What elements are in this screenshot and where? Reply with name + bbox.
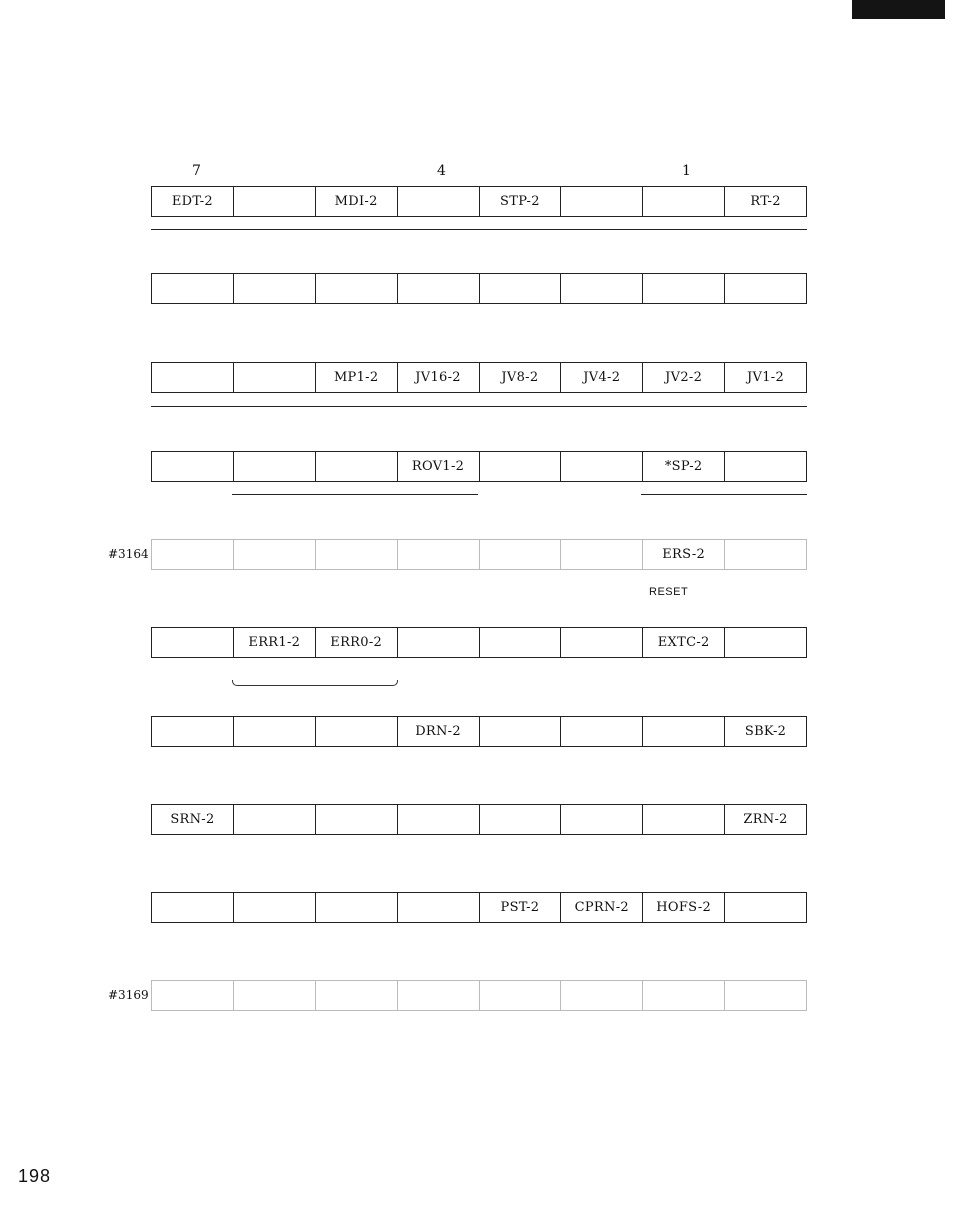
bit-cell	[561, 628, 643, 657]
page-number: 198	[18, 1166, 52, 1186]
bit-cell	[725, 274, 806, 303]
register-row	[151, 451, 807, 482]
bit-cell	[561, 540, 643, 569]
bit-cell: MP1-2	[316, 363, 398, 392]
bit-cell	[643, 717, 725, 746]
bit-cell	[561, 717, 643, 746]
bit-cell: ZRN-2	[743, 812, 788, 827]
divider-line	[151, 834, 807, 835]
bit-cell: CPRN-2	[561, 893, 643, 922]
bit-cell	[234, 452, 316, 481]
bit-cell	[152, 717, 234, 746]
bit-cell	[480, 628, 562, 657]
bit-cell	[561, 452, 643, 481]
bit-cell: JV1-2	[747, 370, 785, 385]
register-address-label: #3164	[108, 547, 149, 561]
bit-cell	[234, 893, 316, 922]
bit-cell: STP-2	[480, 187, 562, 216]
bit-cell	[561, 274, 643, 303]
bit-cell	[480, 540, 562, 569]
bit-cell: JV8-2	[480, 363, 562, 392]
bit-cell	[316, 540, 398, 569]
register-row	[151, 362, 807, 393]
bit-cell: ROV1-2	[398, 452, 480, 481]
bit-cell	[561, 187, 643, 216]
bit-cell	[643, 187, 725, 216]
bit-cell	[316, 452, 398, 481]
bit-cell	[234, 274, 316, 303]
bit-cell	[234, 981, 316, 1010]
bit-cell: JV4-2	[561, 363, 643, 392]
bit-cell: SRN-2	[152, 805, 234, 834]
bit-cell	[398, 187, 480, 216]
bit-cell: EDT-2	[152, 187, 234, 216]
bit-number-7: 7	[192, 163, 201, 179]
divider-line	[151, 229, 807, 230]
bit-cell	[152, 452, 234, 481]
bit-cell: HOFS-2	[643, 893, 725, 922]
register-row	[151, 539, 807, 570]
bit-cell	[234, 805, 316, 834]
bit-cell	[725, 452, 806, 481]
divider-line	[232, 494, 478, 495]
reset-note: RESET	[649, 586, 689, 598]
bit-cell: PST-2	[480, 893, 562, 922]
bit-cell	[561, 981, 643, 1010]
bit-cell	[316, 717, 398, 746]
register-address-label: #3169	[108, 988, 149, 1002]
register-row	[151, 980, 807, 1011]
bit-cell	[725, 540, 806, 569]
bit-cell	[152, 363, 234, 392]
bit-cell	[725, 628, 806, 657]
bit-cell: EXTC-2	[643, 628, 725, 657]
bit-cell	[398, 628, 480, 657]
bit-cell: ERS-2	[643, 540, 725, 569]
bit-cell	[480, 452, 562, 481]
bit-cell: DRN-2	[398, 717, 480, 746]
register-row	[151, 273, 807, 304]
bit-number-1: 1	[682, 163, 691, 179]
bit-cell	[725, 981, 806, 1010]
bit-cell	[643, 805, 725, 834]
bit-cell	[725, 893, 806, 922]
divider-line	[641, 494, 807, 495]
bit-cell	[398, 893, 480, 922]
bit-cell	[234, 363, 316, 392]
bit-cell	[480, 805, 562, 834]
bit-cell	[316, 274, 398, 303]
bit-cell	[234, 540, 316, 569]
group-brace	[232, 680, 398, 686]
register-row	[151, 627, 807, 658]
bit-cell: MDI-2	[316, 187, 398, 216]
bit-number-4: 4	[437, 163, 446, 179]
register-row	[151, 804, 807, 835]
bit-cell	[234, 187, 316, 216]
register-row	[151, 716, 807, 747]
bit-cell	[316, 981, 398, 1010]
bit-cell: SBK-2	[744, 724, 787, 739]
bit-cell	[316, 805, 398, 834]
bit-cell: JV16-2	[398, 363, 480, 392]
bit-cell	[480, 981, 562, 1010]
register-row	[151, 186, 807, 217]
bit-cell	[152, 628, 234, 657]
bit-cell	[152, 893, 234, 922]
bit-cell	[398, 274, 480, 303]
bit-cell: *SP-2	[643, 452, 725, 481]
bit-cell	[480, 717, 562, 746]
bit-cell	[643, 274, 725, 303]
corner-tab	[852, 0, 945, 19]
bit-cell: RT-2	[750, 194, 781, 209]
divider-line	[151, 406, 807, 407]
bit-cell	[398, 805, 480, 834]
bit-cell: ERR0-2	[316, 628, 398, 657]
bit-cell	[152, 274, 234, 303]
bit-cell	[480, 274, 562, 303]
bit-cell: ERR1-2	[234, 628, 316, 657]
bit-cell	[234, 717, 316, 746]
bit-cell	[561, 805, 643, 834]
bit-cell	[398, 981, 480, 1010]
bit-cell	[398, 540, 480, 569]
bit-cell: JV2-2	[643, 363, 725, 392]
register-row	[151, 892, 807, 923]
bit-cell	[152, 981, 234, 1010]
bit-cell	[152, 540, 234, 569]
bit-cell	[643, 981, 725, 1010]
bit-cell	[316, 893, 398, 922]
